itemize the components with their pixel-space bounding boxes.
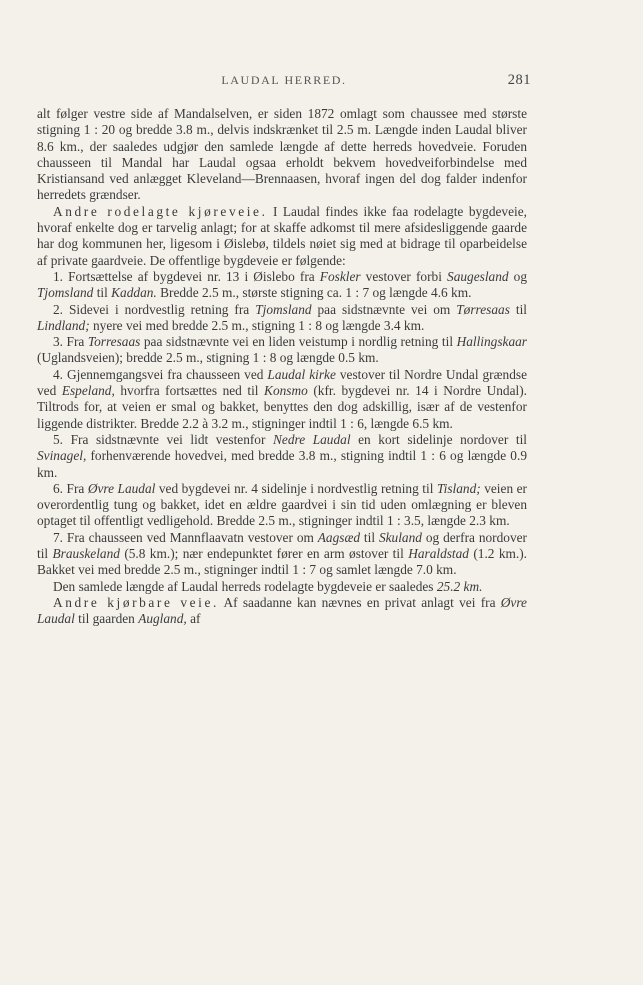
place-name: Espeland, (61, 383, 115, 399)
place-name: Aagsæd (317, 529, 361, 545)
text-run: og derfra nordover til (37, 529, 527, 562)
text-run: hvorfra fortsættes ned til (114, 383, 265, 399)
text-run: en kort sidelinje nordover til (350, 431, 527, 447)
running-title: LAUDAL HERRED. (221, 73, 347, 87)
text-run: vestover til Nordre Undal grændse ved (37, 366, 527, 399)
text-run: vestover forbi (360, 268, 448, 284)
text-run: 4. Gjennemgangsvei fra chausseen ved (53, 366, 268, 382)
place-name: Lindland; (37, 317, 90, 333)
text-run: (kfr. bygdevei nr. 14 i Nordre Undal). Tiltrods for, at veien er smal og bakket, benyttes den dog adskillig, især af de vestenfor liggende distrikter. Bredde 2.2 à 3.2 m., stigninger indtil 1 : 6, længde 6.5 km. (37, 383, 528, 431)
place-name: Tjomsland (37, 285, 94, 301)
text-run: til (509, 301, 527, 317)
text-run: Af saadanne kan nævnes en privat anlagt vei fra (218, 594, 501, 610)
place-name: 25.2 km. (436, 578, 483, 594)
paragraph-vei-4 (37, 367, 527, 432)
place-name: Hallingskaar (456, 334, 528, 350)
text-run: 7. Fra chausseen ved Mannflaavatn vestover om (53, 529, 318, 545)
paragraph-samlet (37, 579, 527, 595)
paragraph-vei-5 (37, 432, 527, 481)
paragraph-rodelagte-intro (37, 204, 527, 269)
place-name: Nedre Laudal (273, 431, 351, 447)
body-text (37, 106, 527, 628)
text-run: 2. Sidevei i nordvestlig retning fra (53, 301, 256, 317)
text-run: veien er overordentlig tung og bakket, idet en ældre gaardvei i sin tid uden omlægning er bleven optaget til offentligt vedligehold. Bredde 2.5 m., stigninger indtil 1 : 3.5, længde 2.3 km. (37, 480, 527, 529)
text-run: til (360, 529, 379, 545)
paragraph-vei-1 (37, 269, 527, 302)
section-heading: Andre kjørbare veie. (53, 594, 219, 610)
text-run: I Laudal findes ikke faa rodelagte bygdeveie, hvoraf enkelte dog er tarvelig anlagt; for at skaffe adkomst til mere afsidesliggende gaarde har dog kommunen her, ligesom i Øislebø, tildels nøiet sig med at bidrage til oparbeidelse af private gaardveie. De offentlige bygdeveie er følgende: (37, 203, 527, 268)
paragraph-vei-7 (37, 530, 527, 579)
text-run: (Uglandsveien); bredde 2.5 m., stigning 1 : 8 og længde 0.5 km. (37, 350, 379, 366)
place-name: Tisland; (436, 480, 481, 496)
place-name: Kaddan. (111, 285, 157, 301)
page-header (37, 73, 531, 93)
text-run: alt følger vestre side af Mandalselven, er siden 1872 omlagt som chaussee med største stigning 1 : 20 og bredde 3.8 m., delvis indskrænket til 2.5 m. Længde inden Laudal bliver 8.6 km., der saaledes udgjør den samlede længde af dette herreds hovedveie. Foruden chausseen til Mandal har Laudal ogsaa erholdt bekvem hovedveiforbindelse med Kristiansand ved anlægget Kleveland—Brennaasen, hvoraf ingen del dog falder indenfor herredets grændser. (37, 106, 527, 203)
text-run: 6. Fra (53, 480, 88, 496)
text-run: Den samlede længde af Laudal herreds rodelagte bygdeveie er saaledes (53, 578, 437, 594)
place-name: Torresaas (87, 334, 141, 350)
place-name: Brauskeland (52, 546, 120, 562)
text-run: (1.2 km.). Bakket vei med bredde 2.5 m., stigninger indtil 1 : 7 og samlet længde 7.0 km. (37, 546, 528, 578)
place-name: Konsmo (264, 383, 308, 399)
text-run: og (508, 268, 527, 284)
paragraph-chaussee (37, 106, 527, 204)
paragraph-vei-3 (37, 334, 527, 367)
text-run: paa sidstnævnte vei om (311, 301, 457, 317)
text-run: til (93, 285, 112, 301)
place-name: Haraldstad (408, 546, 469, 562)
text-run: ved bygdevei nr. 4 sidelinje i nordvestlig retning til (155, 480, 437, 496)
place-name: Øvre Laudal (37, 594, 527, 627)
text-run: forhenværende hovedvei, med bredde 3.8 m., stigning indtil 1 : 6 og længde 0.9 km. (37, 448, 527, 480)
paragraph-vei-2 (37, 302, 527, 335)
text-run: 1. Fortsættelse af bygdevei nr. 13 i Øislebo fra (53, 268, 320, 284)
place-name: Svinagel, (37, 448, 87, 464)
place-name: Foskler (319, 268, 361, 284)
text-run: til gaarden (74, 611, 139, 627)
paragraph-vei-6 (37, 481, 527, 530)
section-heading: Andre rodelagte kjøreveie. (53, 203, 268, 219)
place-name: Tørresaas (456, 301, 510, 317)
text-run: (5.8 km.); nær endepunktet fører en arm østover til (119, 546, 409, 562)
text-run: 5. Fra sidstnævnte vei lidt vestenfor (53, 431, 274, 447)
place-name: Øvre Laudal (87, 480, 156, 496)
place-name: Laudal kirke (267, 366, 336, 382)
text-run: paa sidstnævnte vei en liden veistump i nordlig retning til (140, 334, 457, 350)
text-run: nyere vei med bredde 2.5 m., stigning 1 : 8 og længde 3.4 km. (89, 317, 425, 333)
text-run: af (186, 611, 201, 627)
place-name: Augland, (138, 611, 187, 627)
page-number: 281 (507, 72, 531, 88)
paragraph-kjorbare (37, 595, 527, 628)
place-name: Saugesland (447, 268, 509, 284)
place-name: Tjomsland (255, 301, 312, 317)
text-run: Bredde 2.5 m., største stigning ca. 1 : 7 og længde 4.6 km. (156, 285, 472, 301)
text-run: 3. Fra (53, 334, 88, 350)
place-name: Skuland (378, 529, 422, 545)
